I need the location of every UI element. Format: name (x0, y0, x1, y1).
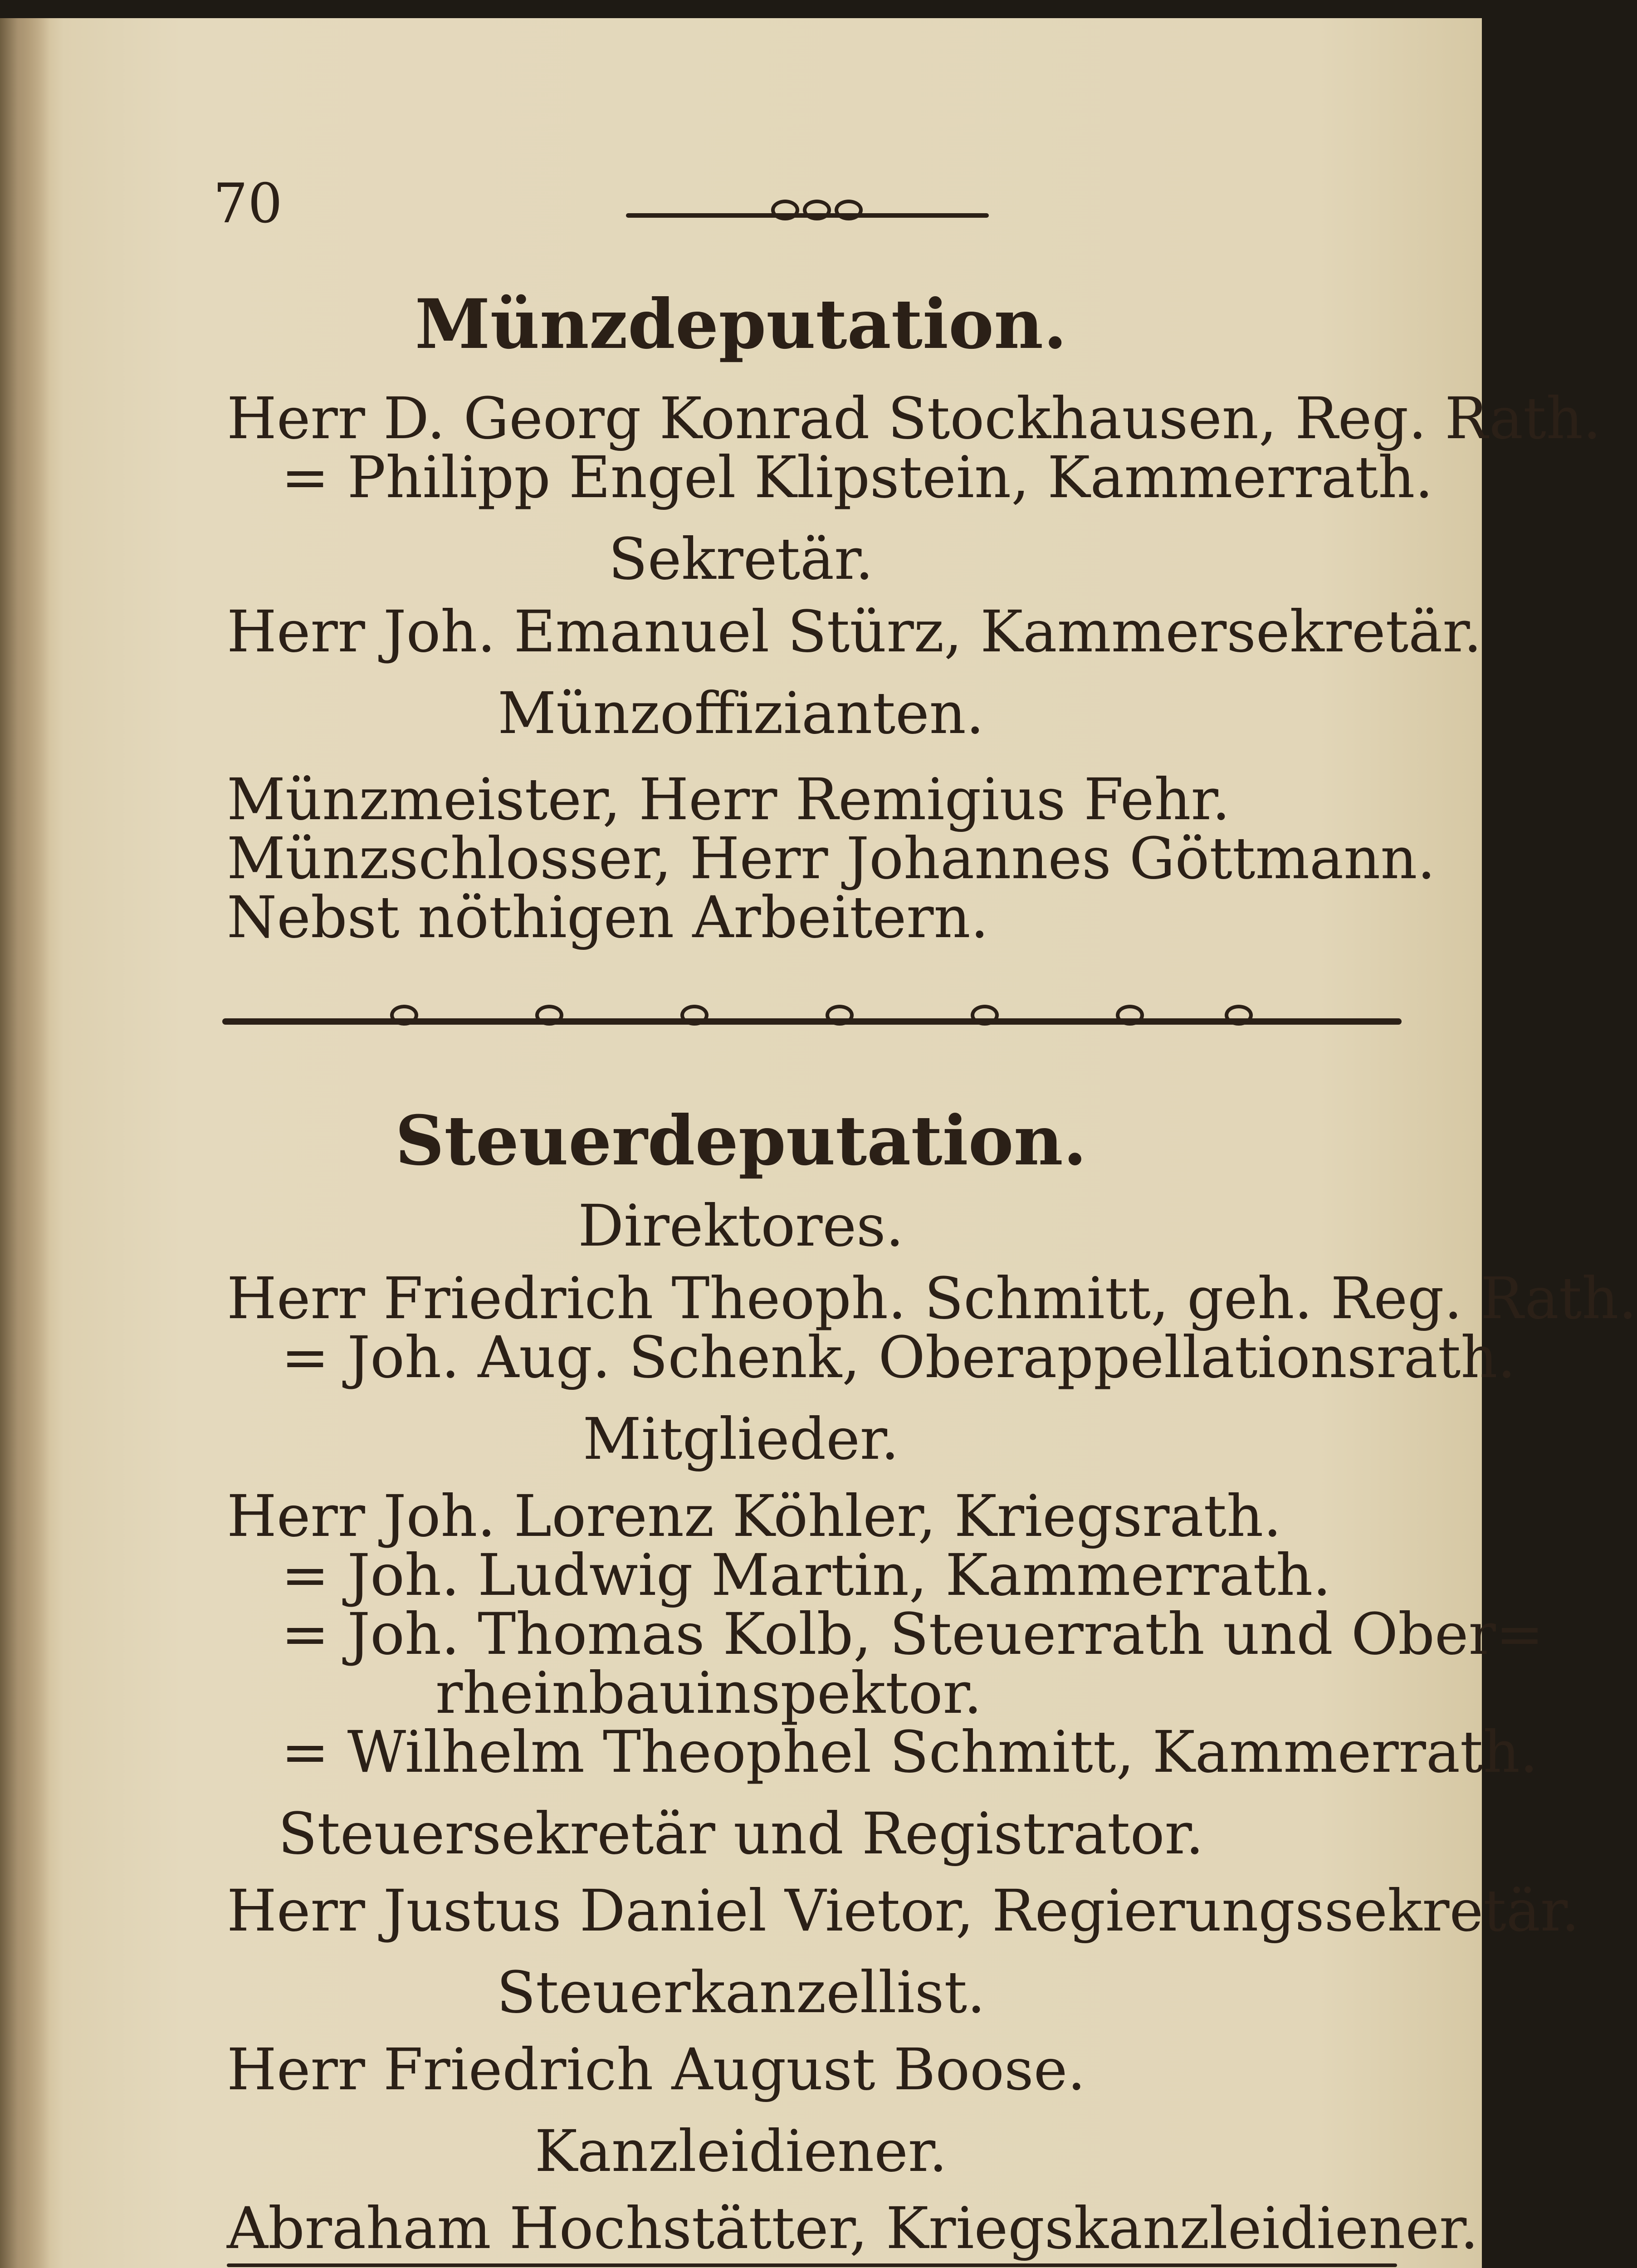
steuer-kanzellist: Herr Friedrich August Boose. (227, 2036, 1086, 2103)
muenz-offiziant-3: Nebst nöthigen Arbeitern. (227, 884, 989, 951)
steuer-sekretaer-heading: Steuersekretär und Registrator. (278, 1800, 1204, 1867)
footer-rule (227, 2263, 1397, 2267)
muenz-line-2: = Philipp Engel Klipstein, Kammerrath. (281, 444, 1433, 511)
steuer-kanzleidiener-heading: Kanzleidiener. (534, 2118, 948, 2185)
muenz-sekretaer-heading: Sekretär. (608, 526, 874, 592)
muenz-title: Münzdeputation. (415, 284, 1067, 364)
steuer-mitglieder-heading: Mitglieder. (582, 1406, 899, 1472)
muenz-offiziant-1: Münzmeister, Herr Remigius Fehr. (227, 766, 1231, 833)
steuer-kanzellist-heading: Steuerkanzellist. (496, 1959, 986, 2026)
steuer-mitglied-3: = Joh. Thomas Kolb, Steuerrath und Ober= (281, 1601, 1544, 1667)
muenz-line-1: Herr D. Georg Konrad Stockhausen, Reg. Rath. (227, 385, 1601, 452)
steuer-sekretaer: Herr Justus Daniel Vietor, Regierungssekretär. (227, 1877, 1580, 1944)
steuer-direktores-heading: Direktores. (578, 1193, 904, 1259)
steuer-mitglied-3-cont: rheinbauinspektor. (435, 1660, 982, 1726)
muenz-offiziant-2: Münzschlosser, Herr Johannes Göttmann. (227, 825, 1436, 892)
steuer-direktor-2: = Joh. Aug. Schenk, Oberappellationsrath. (281, 1324, 1516, 1391)
steuer-mitglied-4: = Wilhelm Theophel Schmitt, Kammerrath. (281, 1719, 1538, 1785)
steuer-mitglied-1: Herr Joh. Lorenz Köhler, Kriegsrath. (227, 1483, 1282, 1549)
muenz-offizianten-heading: Münzoffizianten. (498, 680, 984, 747)
steuer-kanzleidiener: Abraham Hochstätter, Kriegskanzleidiener. (227, 2195, 1479, 2262)
steuer-direktor-1: Herr Friedrich Theoph. Schmitt, geh. Reg. Rath. (227, 1265, 1637, 1332)
page-number: 70 (213, 172, 283, 235)
muenz-sekretaer: Herr Joh. Emanuel Stürz, Kammersekretär. (227, 598, 1482, 665)
steuer-mitglied-2: = Joh. Ludwig Martin, Kammerrath. (281, 1542, 1331, 1608)
steuer-title: Steuerdeputation. (395, 1101, 1087, 1181)
